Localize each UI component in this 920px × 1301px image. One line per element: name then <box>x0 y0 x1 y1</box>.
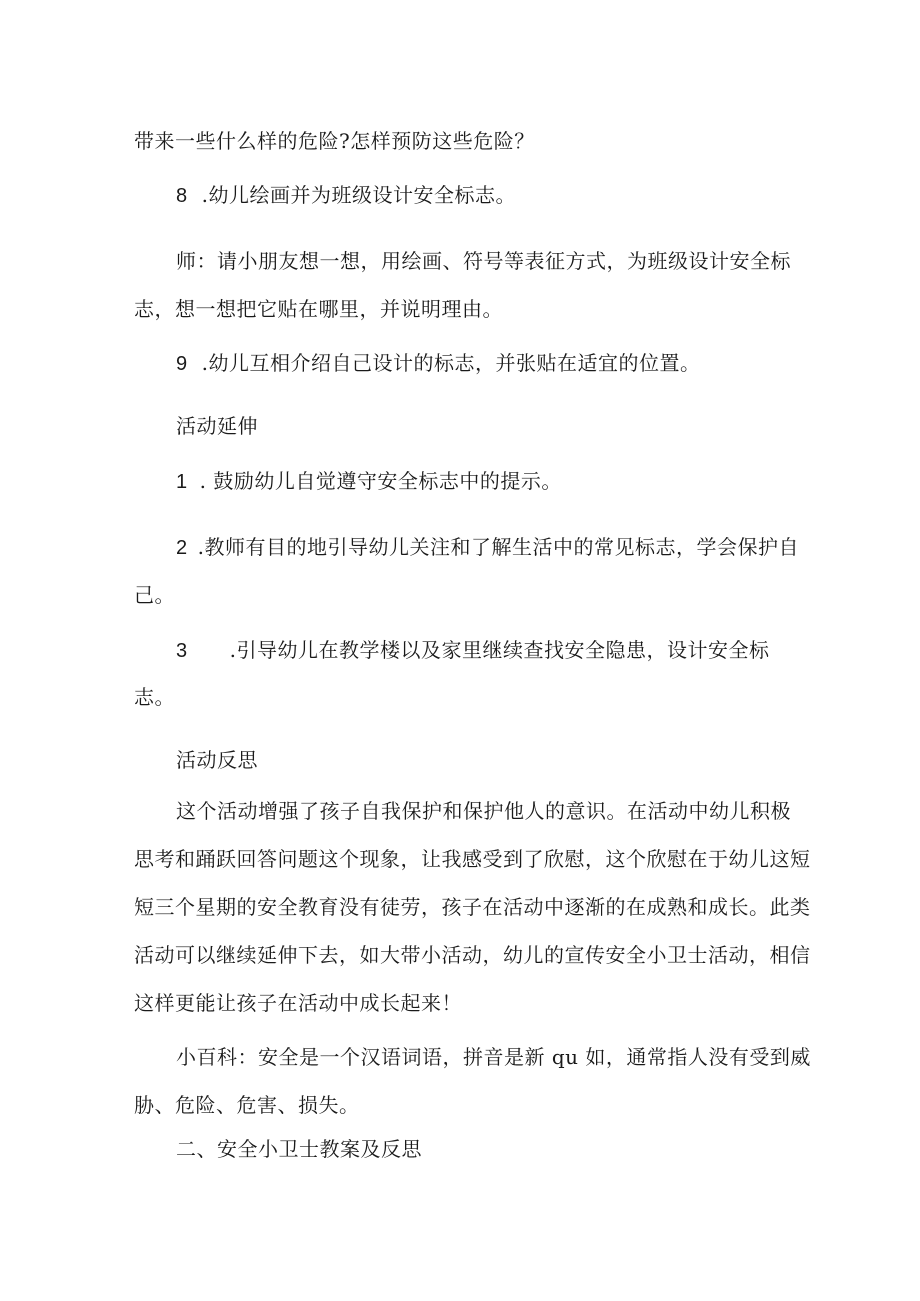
section-two-heading: 二、安全小卫士教案及反思 <box>176 1137 422 1161</box>
item-text: . 鼓励幼儿自觉遵守安全标志中的提示。 <box>199 469 562 493</box>
reflection-heading: 活动反思 <box>176 748 258 772</box>
step-text: .幼儿互相介绍自己设计的标志，并张贴在适宜的位置。 <box>201 351 701 375</box>
reflection-line-2: 思考和踊跃回答问题这个现象，让我感受到了欣慰，这个欣慰在于幼儿这短 <box>134 847 811 871</box>
item-text: .教师有目的地引导幼儿关注和了解生活中的常见标志，学会保护自 <box>197 535 799 559</box>
encyclopedia-line-1: 小百科：安全是一个汉语词语，拼音是新 qu 如，通常指人没有受到威 <box>176 1045 811 1069</box>
teacher-instruction-line-1: 师：请小朋友想一想，用绘画、符号等表征方式，为班级设计安全标 <box>176 249 791 273</box>
item-number: 3 <box>176 640 188 662</box>
reflection-line-5: 这样更能让孩子在活动中成长起来！ <box>134 991 462 1015</box>
extension-item-2 <box>176 533 799 562</box>
step-text: .幼儿绘画并为班级设计安全标志。 <box>201 183 516 207</box>
step-8 <box>176 181 516 210</box>
step-number: 9 <box>176 353 188 375</box>
teacher-instruction-line-2: 志，想一想把它贴在哪里，并说明理由。 <box>134 297 503 321</box>
reflection-line-3: 短三个星期的安全教育没有徒劳，孩子在活动中逐渐的在成熟和成长。此类 <box>134 895 811 919</box>
step-number: 8 <box>176 185 188 207</box>
encyclopedia-line-2: 胁、危险、危害、损失。 <box>134 1093 360 1117</box>
extension-item-3 <box>176 636 769 665</box>
item-number: 2 <box>176 537 188 559</box>
item-number: 1 <box>176 471 188 493</box>
extension-item-2-continuation: 己。 <box>134 583 175 607</box>
reflection-line-1: 这个活动增强了孩子自我保护和保护他人的意识。在活动中幼儿积极 <box>176 799 791 823</box>
paragraph-continuation: 带来一些什么样的危险?怎样预防这些危险？ <box>134 129 535 153</box>
item-text: .引导幼儿在教学楼以及家里继续查找安全隐患，设计安全标 <box>229 638 770 662</box>
reflection-line-4: 活动可以继续延伸下去，如大带小活动，幼儿的宣传安全小卫士活动，相信 <box>134 943 811 967</box>
extension-heading: 活动延伸 <box>176 414 258 438</box>
extension-item-3-continuation: 志。 <box>134 685 175 709</box>
step-9 <box>176 349 700 378</box>
extension-item-1 <box>176 467 562 496</box>
